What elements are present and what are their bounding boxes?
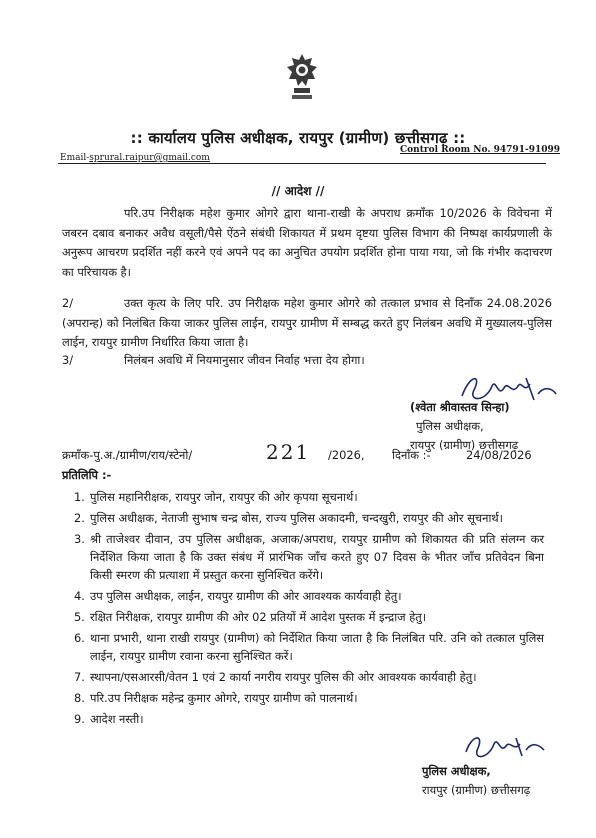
order-paragraph-1: परि.उप निरीक्षक महेश कुमार ओगरे द्वारा थाना-राखी के अपराध क्रमाँक 10/2026 के विवेचना में जबरन दबाव बनाकर अवैध वसूली/पैसे ऐंठने संबंधी शिकायत में प्रथम दृष्टया पुलिस विभाग की निष्पक्ष कार्यप्रणाली के अनुरूप आचरण प्रदर्शित नहीं करने एवं अपने पद का अनुचित उपयोग प्रदर्शित होना पाया गया, जो कि गंभीर कदाचरण का परिचायक है। <box>62 206 552 279</box>
copy-item-number: 4. <box>74 589 85 603</box>
copy-list-item <box>74 689 544 707</box>
copy-item-text: स्थापना/एसआरसी/वेतन 1 एवं 2 कार्या नगरीय रायपुर पुलिस की ओर आवश्यक कार्यवाही हेतु। <box>90 670 477 684</box>
copy-list-item <box>74 608 544 626</box>
reference-year: /2026, <box>328 448 365 462</box>
copy-list-item <box>74 710 544 728</box>
copy-list-item <box>74 488 544 506</box>
copy-item-number: 5. <box>74 610 85 624</box>
order-paragraph-2 <box>62 294 552 353</box>
copy-item-number: 9. <box>74 712 85 726</box>
police-emblem-icon <box>284 52 320 102</box>
copy-item-number: 6. <box>74 631 85 645</box>
reference-date-label: दिनाँक :- <box>392 448 431 462</box>
copy-list-item <box>74 530 544 584</box>
office-header-title: :: कार्यालय पुलिस अधीक्षक, रायपुर (ग्रामीण) छत्तीसगढ़ :: <box>130 129 466 147</box>
copy-item-number: 2. <box>74 511 85 525</box>
control-room-number: Control Room No. 94791-91099 <box>400 145 561 155</box>
paragraph-3-number: 3/ <box>62 353 74 367</box>
signatory-2-office: रायपुर (ग्रामीण) छत्तीसगढ़ <box>422 783 531 797</box>
reference-date: 24/08/2026 <box>466 448 532 462</box>
copy-item-text: पुलिस महानिरीक्षक, रायपुर जोन, रायपुर की ओर कृपया सूचनार्थ। <box>90 490 358 504</box>
copy-list-item <box>74 668 544 686</box>
order-title: // आदेश // <box>271 184 325 198</box>
copy-to-label: प्रतिलिपि :- <box>62 468 112 482</box>
copy-list-item <box>74 629 544 665</box>
copy-item-number: 7. <box>74 670 85 684</box>
order-paragraph-3 <box>62 351 552 371</box>
copy-item-text: उप पुलिस अधीक्षक, लाईन, रायपुर ग्रामीण की ओर आवश्यक कार्यवाही हेतु। <box>90 589 402 603</box>
copy-item-text: थाना प्रभारी, थाना राखी रायपुर (ग्रामीण) को निर्देशित किया जाता है कि निलंबित परि. उनि को तत्काल पुलिस लाईन, रायपुर ग्रामीण रवाना करना सुनिश्चित करें। <box>90 631 544 663</box>
copy-list-item <box>74 509 544 527</box>
email-label: Email- <box>60 153 90 163</box>
copy-list-item <box>74 587 544 605</box>
signatory-1-block <box>410 398 518 455</box>
paragraph-2-number: 2/ <box>62 296 74 310</box>
header-divider <box>58 163 546 164</box>
signatory-2-block <box>422 762 530 800</box>
signatory-2-designation: पुलिस अधीक्षक, <box>422 764 491 778</box>
email-address: sprural.raipur@gmail.com <box>89 153 210 163</box>
copy-to-list <box>74 488 544 731</box>
paragraph-2-text: उक्त कृत्य के लिए परि. उप निरीक्षक महेश कुमार ओगरे को तत्काल प्रभाव से दिनाँक 24.08.2026 (अपरान्ह) को निलंबित किया जाकर पुलिस लाईन, रायपुर ग्रामीण में सम्बद्ध करते हुए निलंबन अवधि में मुख्यालय-पुलिस लाईन, रायपुर ग्रामीण निर्धारित किया जाता है। <box>62 296 552 349</box>
signatory-1-office: रायपुर (ग्रामीण) छत्तीसगढ़ <box>410 438 519 452</box>
signatory-1-designation: पुलिस अधीक्षक, <box>416 419 484 433</box>
copy-item-text: पुलिस अधीक्षक, नेताजी सुभाष चन्द्र बोस, राज्य पुलिस अकादमी, चन्दखुरी, रायपुर की ओर सूचनार्थ। <box>90 511 504 525</box>
copy-item-number: 1. <box>74 490 85 504</box>
reference-number: 221 <box>266 440 311 464</box>
copy-item-number: 3. <box>74 532 85 546</box>
signatory-1-name: (श्वेता श्रीवास्तव सिन्हा) <box>410 400 510 414</box>
email-line <box>60 153 210 163</box>
paragraph-3-text: निलंबन अवधि में नियमानुसार जीवन निर्वाह भत्ता देय होगा। <box>124 353 365 367</box>
copy-item-text: रक्षित निरीक्षक, रायपुर ग्रामीण की ओर 02 प्रतियों में आदेश पुस्तक में इन्द्राज हेतु। <box>90 610 427 624</box>
copy-item-text: परि.उप निरीक्षक महेन्द्र कुमार ओगरे, रायपुर ग्रामीण को पालनार्थ। <box>90 691 358 705</box>
copy-item-number: 8. <box>74 691 85 705</box>
copy-item-text: श्री ताजेश्वर दीवान, उप पुलिस अधीक्षक, अजाक/अपराध, रायपुर ग्रामीण को शिकायत की प्रति संलग्न कर निर्देशित किया जाता है कि उक्त संबंध में प्रारंभिक जाँच करते हुए 07 दिवस के भीतर जाँच प्रतिवेदन बिना किसी स्मरण की प्रत्याशा में प्रस्तुत करना सुनिश्चित करेंगे। <box>90 532 544 582</box>
signature-2 <box>458 730 548 766</box>
reference-prefix: क्रमाँक-पु.अ./ग्रामीण/राय/स्टेनो/ <box>62 448 193 462</box>
copy-item-text: आदेश नस्ती। <box>90 712 144 726</box>
